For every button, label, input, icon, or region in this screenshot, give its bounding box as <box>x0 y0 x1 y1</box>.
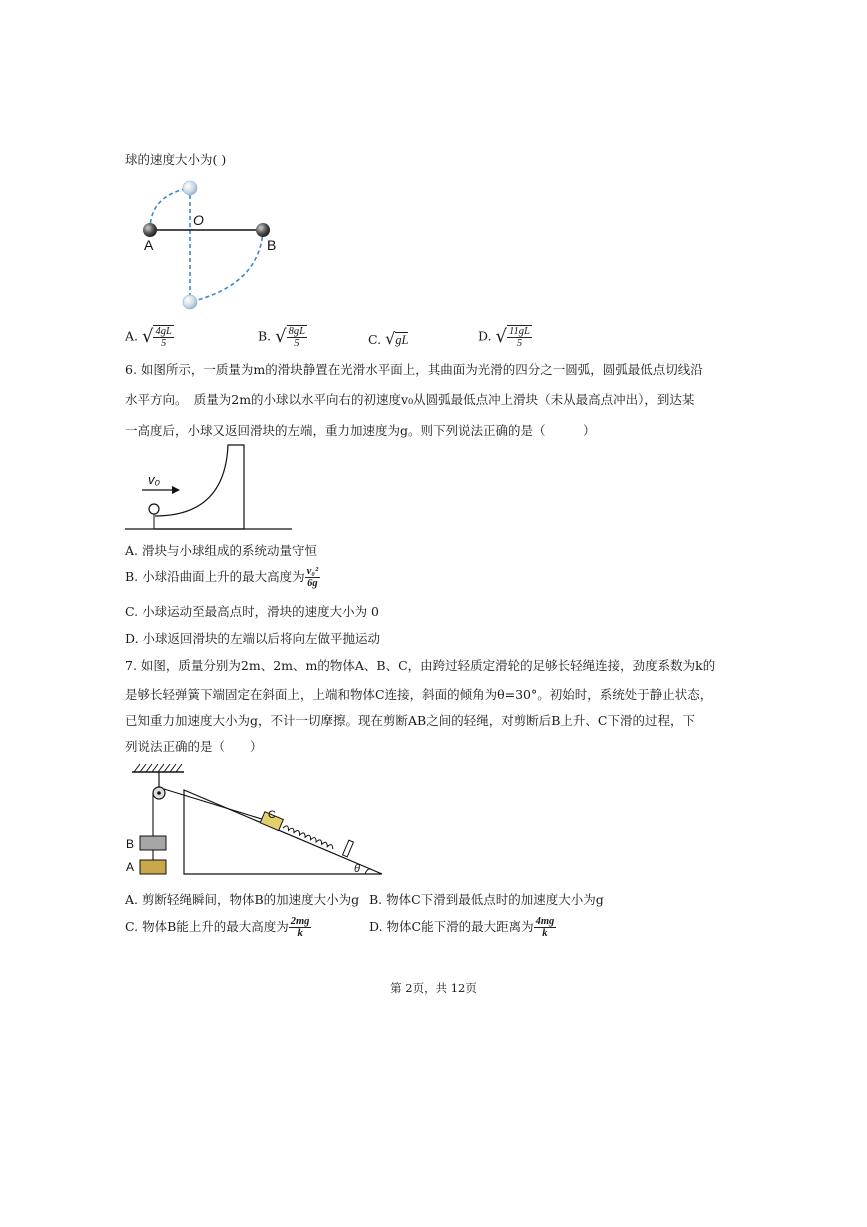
q7-ceiling-hatch <box>134 764 182 772</box>
q5-label-b: B <box>267 237 277 253</box>
q7-label-a: A <box>126 860 135 874</box>
q7-label-c: C <box>268 809 276 821</box>
q7-label-theta: θ <box>354 863 360 875</box>
q7-stem-line1: 7. 如图，质量分别为2m、2m、m的物体A、B、C，由跨过轻质定滑轮的足够长轻绳连接，劲度系数为k的 <box>125 658 716 673</box>
q5-option-c: C. √gL <box>368 329 409 348</box>
q6-option-a: A. 滑块与小球组成的系统动量守恒 <box>125 543 317 558</box>
q7-option-a: A. 剪断轻绳瞬间，物体B的加速度大小为g <box>125 892 360 907</box>
q5-label-a: A <box>144 237 154 253</box>
q5-option-a: A. √ $\frac{4gL}{5}$ <box>125 326 172 349</box>
q7-rope-incline <box>164 789 265 820</box>
q7-option-d: D. 物体C能下滑的最大距离为 $\frac{4mg}{k}$ <box>369 916 555 939</box>
q6-ball <box>149 504 159 514</box>
q7-stem-line2: 是够长轻弹簧下端固定在斜面上，上端和物体C连接，斜面的倾角为θ=30°。初始时，系统处于静止状态， <box>125 687 713 702</box>
q7-block-a <box>140 860 166 874</box>
q7-stopper <box>343 840 354 857</box>
q5-option-d: D. √ $\frac{11gL}{5}$ <box>478 326 530 349</box>
q7-block-b <box>140 836 166 850</box>
q6-diagram <box>120 440 300 535</box>
q7-stem-line4: 列说法正确的是（ ） <box>125 739 263 754</box>
q6-stem-line2: 水平方向。 质量为2m的小球以水平向右的初速度v₀从圆弧最低点冲上滑块（未从最高点冲出），到达某 <box>125 392 695 407</box>
q5-ghost-ball-top <box>183 181 197 195</box>
q7-angle-arc <box>365 869 371 874</box>
q7-option-b: B. 物体C下滑到最低点时的加速度大小为g <box>369 892 604 907</box>
q7-incline <box>184 790 382 874</box>
q7-spring <box>283 825 334 849</box>
q5-dashed-arc-upper <box>150 188 190 230</box>
q5-stem-tail: 球的速度大小为( ) <box>125 152 227 167</box>
q6-stem-line1: 6. 如图所示，一质量为m的滑块静置在光滑水平面上，其曲面为光滑的四分之一圆弧，圆弧最低点切线沿 <box>125 362 703 377</box>
q6-option-d: D. 小球返回滑块的左端以后将向左做平抛运动 <box>125 631 381 646</box>
page-footer: 第 2页，共 12页 <box>390 981 477 995</box>
q7-label-b: B <box>126 837 135 851</box>
q7-stem-line3: 已知重力加速度大小为g，不计一切摩擦。现在剪断AB之间的轻绳，对剪断后B上升、C下滑的过程，下 <box>125 713 695 728</box>
q6-arrow-head-icon <box>172 486 180 494</box>
q7-diagram <box>120 760 390 880</box>
q5-dashed-arc-lower <box>190 230 263 302</box>
q6-option-c: C. 小球运动至最高点时，滑块的速度大小为 0 <box>125 604 379 619</box>
q5-option-b: B. √ $\frac{8gL}{5}$ <box>258 326 305 349</box>
q5-diagram <box>130 175 290 315</box>
q6-slider <box>155 445 244 529</box>
q5-ball-b <box>256 223 270 237</box>
q5-ghost-ball-bottom <box>183 295 197 309</box>
q6-label-v0: v₀ <box>148 472 160 487</box>
q6-stem-line3: 一高度后，小球又返回滑块的左端，重力加速度为g。则下列说法正确的是（ ） <box>125 423 596 438</box>
q5-label-o: O <box>193 212 204 228</box>
q7-option-c: C. 物体B能上升的最大高度为 $\frac{2mg}{k}$ <box>125 916 310 939</box>
q6-option-b: B. 小球沿曲面上升的最大高度为 $\frac{\text{v₀²}}{6g}$ <box>125 566 319 589</box>
q5-ball-a <box>143 223 157 237</box>
